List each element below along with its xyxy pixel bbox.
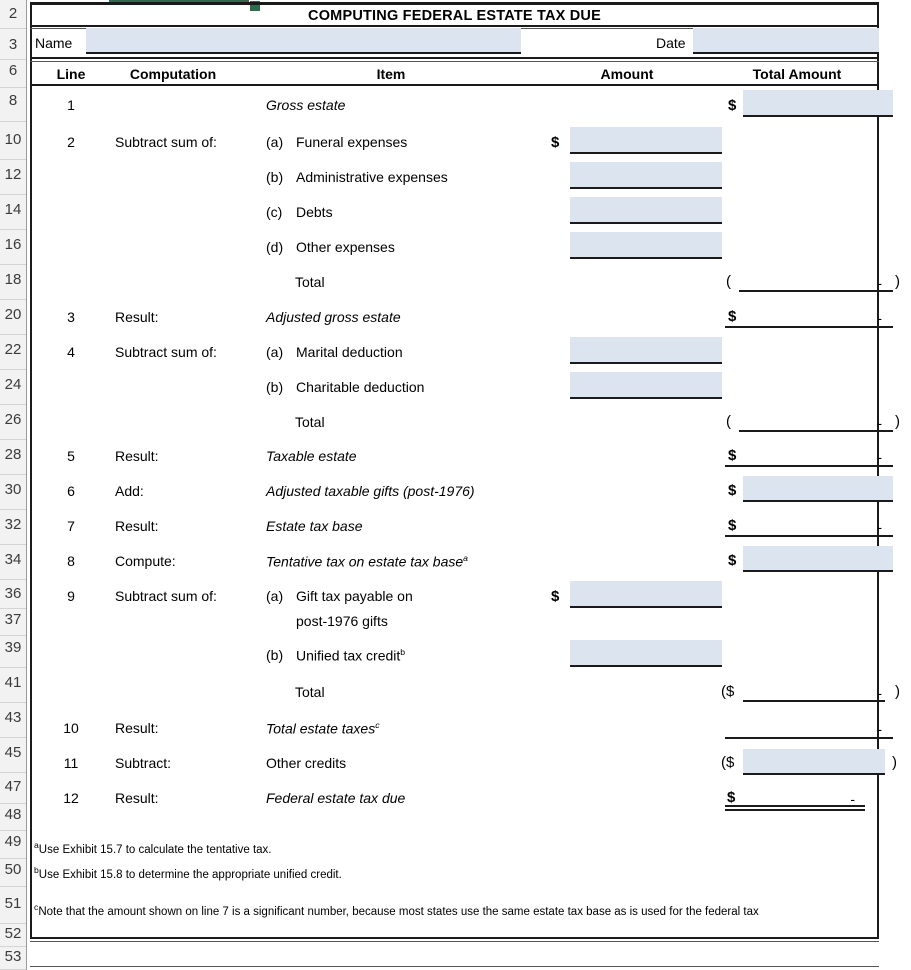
- row-header[interactable]: 36: [0, 583, 26, 609]
- footnote-b: [34, 865, 342, 881]
- worksheet-grid: [27, 0, 911, 970]
- row-4a-sublabel: (a): [266, 344, 284, 360]
- form-bottom-border: [30, 937, 879, 939]
- row-header[interactable]: 6: [0, 60, 26, 88]
- column-header-total-amount: Total Amount: [752, 66, 842, 82]
- footnote-c-marker: c: [34, 902, 39, 912]
- row-4a-item: Marital deduction: [296, 344, 403, 360]
- row-2d-sublabel: (d): [266, 239, 284, 255]
- row-9a-amount-input[interactable]: [570, 581, 722, 608]
- row-header[interactable]: 20: [0, 303, 26, 335]
- row-3-line: 3: [67, 309, 75, 325]
- row-9a-item: Gift tax payable on: [296, 588, 413, 604]
- row-header[interactable]: 24: [0, 373, 26, 405]
- row-4-total-rule: [739, 430, 893, 432]
- title-bottom-border: [30, 25, 879, 27]
- row-12-total-rule-2: [725, 809, 865, 811]
- row-5-total-rule: [725, 465, 893, 467]
- row-4-computation: Subtract sum of:: [115, 344, 217, 360]
- row-4b-amount-input[interactable]: [570, 372, 722, 399]
- row-10-total-rule: [725, 737, 893, 739]
- row-header[interactable]: 49: [0, 831, 26, 859]
- form-bottom-border-2: [30, 941, 879, 942]
- row-2c-amount-input[interactable]: [570, 197, 722, 224]
- row-11-computation: Subtract:: [115, 755, 172, 771]
- row-12-item: Federal estate tax due: [266, 790, 406, 806]
- row-8-computation: Compute:: [115, 553, 176, 569]
- row-header[interactable]: 16: [0, 233, 26, 265]
- row-9a-amount-dollar-sign: $: [551, 588, 560, 605]
- row-header[interactable]: 47: [0, 776, 26, 804]
- row-8-total-input[interactable]: [743, 546, 893, 572]
- row-header[interactable]: 53: [0, 947, 26, 970]
- column-header-amount: Amount: [600, 66, 654, 82]
- row-header[interactable]: 32: [0, 513, 26, 545]
- row-3-total-dollar-sign: $: [728, 308, 737, 325]
- row-2-total-open-paren: (: [726, 273, 731, 290]
- row-4a-amount-input[interactable]: [570, 337, 722, 364]
- row-9-total-rule: [743, 700, 885, 702]
- row-2b-amount-input[interactable]: [570, 162, 722, 189]
- row-11-line: 11: [63, 755, 79, 771]
- row-2c-sublabel: (c): [266, 204, 283, 220]
- row-2-total-close-paren: ): [895, 273, 900, 290]
- row-1-item: Gross estate: [266, 97, 346, 113]
- namerow-bottom-border: [30, 57, 879, 59]
- row-10-item-text: Total estate taxes: [266, 720, 376, 737]
- row-7-item: Estate tax base: [266, 518, 363, 534]
- row-11-item: Other credits: [266, 755, 347, 771]
- row-5-computation: Result:: [115, 448, 159, 464]
- row-9-total-value: -: [877, 685, 882, 701]
- row-5-total-value: -: [877, 449, 882, 465]
- row-9b-sublabel: (b): [266, 647, 284, 663]
- row-9-total-open-paren: ($: [721, 683, 735, 700]
- date-input[interactable]: [693, 28, 879, 54]
- row-4-total-label: Total: [295, 414, 325, 430]
- name-label: Name: [35, 35, 73, 51]
- row-header[interactable]: 45: [0, 741, 26, 773]
- colheader-bottom-border: [30, 84, 879, 86]
- row-2-total-rule: [739, 290, 893, 292]
- row-9-total-close-paren: ): [895, 683, 900, 700]
- row-header[interactable]: 52: [0, 924, 26, 947]
- row-4-total-close-paren: ): [895, 413, 900, 430]
- row-6-computation: Add:: [115, 483, 144, 499]
- row-9b-item-text: Unified tax credit: [296, 647, 401, 664]
- row-7-total-value: -: [877, 519, 882, 535]
- row-9-total-label: Total: [295, 684, 325, 700]
- column-header-line: Line: [56, 66, 86, 82]
- row-4-line: 4: [67, 344, 75, 360]
- row-8-line: 8: [67, 553, 75, 569]
- row-1-total-input[interactable]: [743, 90, 893, 117]
- row-1-total-dollar-sign: $: [728, 97, 737, 114]
- row-header[interactable]: 12: [0, 163, 26, 195]
- row-9b-amount-input[interactable]: [570, 640, 722, 667]
- row-header[interactable]: 3: [0, 29, 26, 60]
- footnote-a-marker: a: [34, 840, 39, 850]
- row-10-line: 10: [63, 720, 79, 736]
- row-header[interactable]: 50: [0, 859, 26, 887]
- row-10-item: [266, 721, 380, 736]
- row-2b-sublabel: (b): [266, 169, 284, 185]
- row-header[interactable]: 26: [0, 408, 26, 440]
- row-header[interactable]: 37: [0, 609, 26, 636]
- date-label: Date: [656, 35, 686, 51]
- sheet-bottom-rule: [30, 966, 879, 967]
- footnote-c-text: Note that the amount shown on line 7 is a significant number, because most states use the same estate tax base as is used for the federal tax: [38, 905, 759, 918]
- row-4b-sublabel: (b): [266, 379, 284, 395]
- row-11-total-open-paren: ($: [721, 754, 735, 771]
- row-2a-item: Funeral expenses: [296, 134, 408, 150]
- row-5-line: 5: [67, 448, 75, 464]
- row-10-footnote-marker: c: [375, 720, 380, 730]
- row-header[interactable]: 8: [0, 88, 26, 122]
- row-12-total-dollar-sign: $: [727, 789, 736, 806]
- row-8-item: [266, 554, 468, 569]
- row-9b-footnote-marker: b: [400, 647, 406, 657]
- row-9-line: 9: [67, 588, 75, 604]
- column-header-computation: Computation: [129, 66, 217, 82]
- row-2a-amount-input[interactable]: [570, 127, 722, 154]
- row-4-total-open-paren: (: [726, 413, 731, 430]
- row-7-total-rule: [725, 535, 893, 537]
- row-3-total-rule: [725, 326, 893, 328]
- row-3-computation: Result:: [115, 309, 159, 325]
- row-6-total-dollar-sign: $: [728, 482, 737, 499]
- row-7-total-dollar-sign: $: [728, 517, 737, 534]
- row-2c-item: Debts: [296, 204, 333, 220]
- row-5-item: Taxable estate: [266, 448, 357, 464]
- row-9b-item: [296, 648, 405, 663]
- row-2a-sublabel: (a): [266, 134, 284, 150]
- row-header[interactable]: 30: [0, 478, 26, 510]
- row-9a-item-line2: post-1976 gifts: [296, 613, 388, 629]
- footnote-b-marker: b: [34, 865, 39, 875]
- footnote-a: [34, 840, 272, 856]
- row-11-total-close-paren: ): [892, 754, 897, 771]
- row-9a-sublabel: (a): [266, 588, 284, 604]
- row-7-line: 7: [67, 518, 75, 534]
- row-6-total-input[interactable]: [743, 476, 893, 502]
- footnote-c: [34, 902, 759, 918]
- row-header[interactable]: 51: [0, 887, 26, 924]
- row-12-computation: Result:: [115, 790, 159, 806]
- row-12-line: 12: [63, 790, 79, 806]
- row-1-line: 1: [67, 97, 75, 113]
- row-11-total-input[interactable]: [743, 749, 885, 775]
- row-2-total-label: Total: [295, 274, 325, 290]
- row-2-computation: Subtract sum of:: [115, 134, 217, 150]
- name-input[interactable]: [86, 28, 521, 54]
- row-8-footnote-marker: a: [463, 553, 468, 563]
- row-header[interactable]: 28: [0, 443, 26, 475]
- row-2-total-value: -: [877, 275, 882, 291]
- row-header[interactable]: 18: [0, 268, 26, 300]
- row-header[interactable]: 39: [0, 636, 26, 668]
- row-3-total-value: -: [877, 310, 882, 326]
- row-4b-item: Charitable deduction: [296, 379, 425, 395]
- row-12-total-value: -: [850, 791, 855, 807]
- row-5-total-dollar-sign: $: [728, 447, 737, 464]
- row-10-total-value: -: [877, 721, 882, 737]
- row-header[interactable]: 34: [0, 548, 26, 580]
- row-9-computation: Subtract sum of:: [115, 588, 217, 604]
- column-header-item: Item: [376, 66, 406, 82]
- row-6-item: Adjusted taxable gifts (post-1976): [266, 483, 475, 499]
- row-2-line: 2: [67, 134, 75, 150]
- row-8-item-text: Tentative tax on estate tax base: [266, 553, 464, 570]
- row-header-gutter: [0, 0, 27, 970]
- form-title: COMPUTING FEDERAL ESTATE TAX DUE: [308, 8, 601, 24]
- footnote-a-text: Use Exhibit 15.7 to calculate the tentative tax.: [38, 843, 272, 856]
- row-12-total-rule-1: [725, 805, 865, 807]
- row-header[interactable]: 41: [0, 671, 26, 703]
- row-2d-item: Other expenses: [296, 239, 395, 255]
- row-2b-item: Administrative expenses: [296, 169, 448, 185]
- row-6-line: 6: [67, 483, 75, 499]
- row-7-computation: Result:: [115, 518, 159, 534]
- footnote-b-text: Use Exhibit 15.8 to determine the appropriate unified credit.: [38, 868, 342, 881]
- row-8-total-dollar-sign: $: [728, 552, 737, 569]
- row-header[interactable]: 10: [0, 128, 26, 160]
- row-2a-amount-dollar-sign: $: [551, 134, 560, 151]
- row-header[interactable]: 22: [0, 338, 26, 370]
- row-header[interactable]: 2: [0, 0, 26, 29]
- row-3-item: Adjusted gross estate: [266, 309, 401, 325]
- row-2d-amount-input[interactable]: [570, 232, 722, 259]
- row-4-total-value: -: [877, 415, 882, 431]
- row-header[interactable]: 14: [0, 198, 26, 230]
- row-header[interactable]: 48: [0, 804, 26, 831]
- row-header[interactable]: 43: [0, 706, 26, 738]
- row-10-computation: Result:: [115, 720, 159, 736]
